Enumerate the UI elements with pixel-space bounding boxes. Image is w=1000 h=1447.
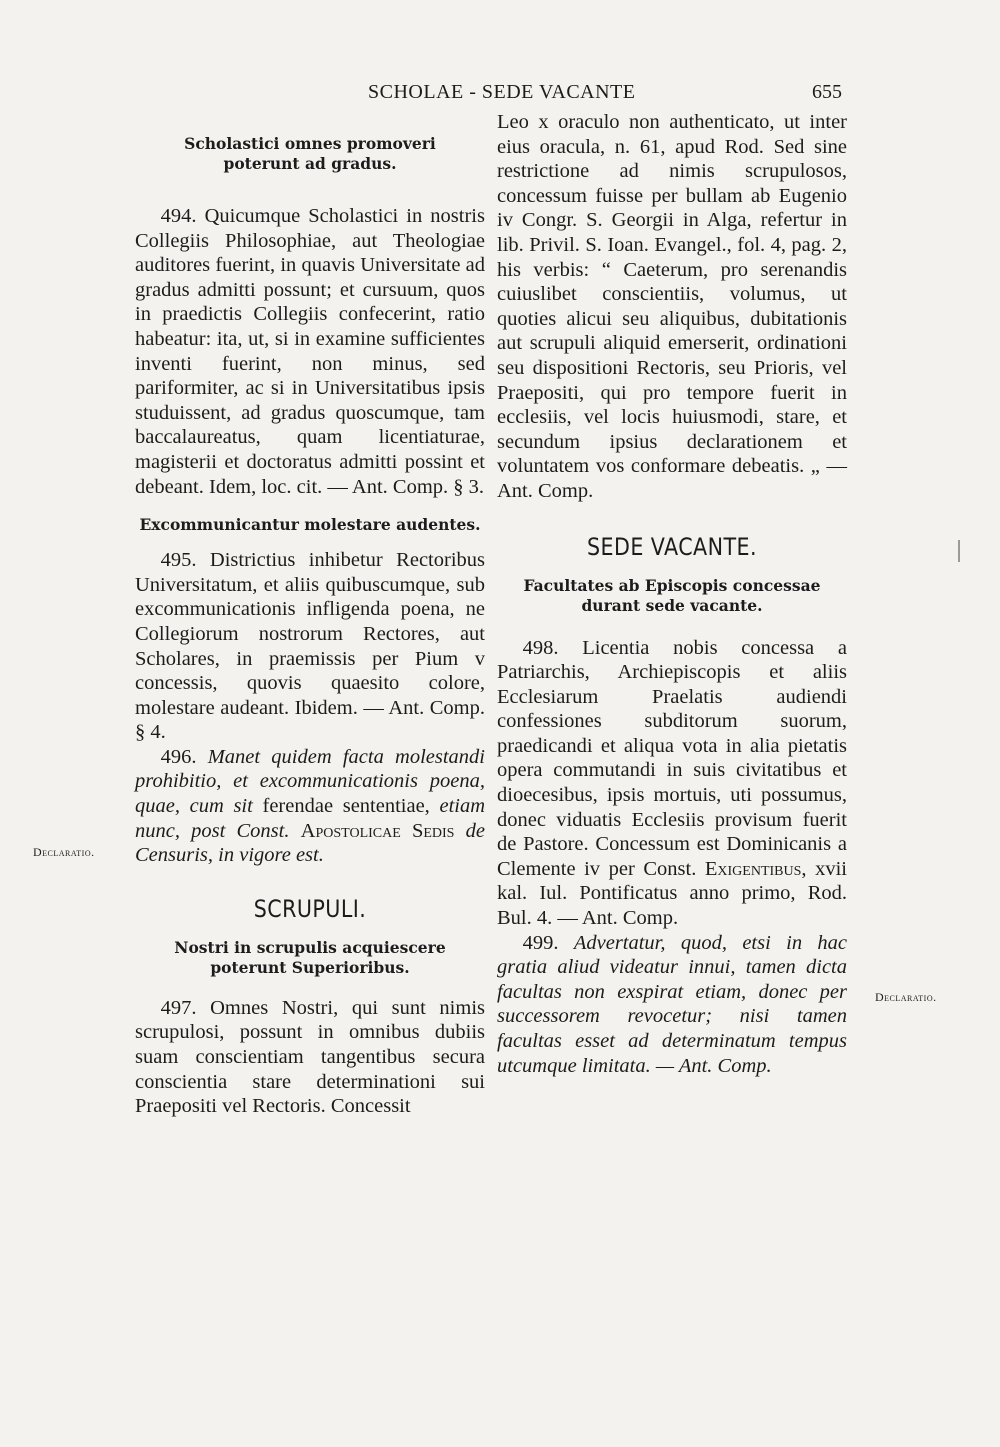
paragraph-495: 495. Districtius inhibetur Rectoribus Universitatum, et aliis quibuscumque, sub excommunicationis infligenda poena, ne Collegiorum nostrorum Rectores, aut Scholares, in praemissis per Pium v concessis, quovis quaesito colore, molestare audeant. Ibidem. — Ant. Comp. § 4. xyxy=(135,549,485,744)
heading-nostri-in-scrupulis: Nostri in scrupulis acquiescere poterunt Superioribus. xyxy=(174,937,446,977)
page-number: 655 xyxy=(812,81,842,103)
paragraph-continuation: Leo x oraculo non authenticato, ut inter eius oracula, n. 61, apud Rod. Sed sine restrictione ad nimis scrupulosos, concessum fuisse per bullam ab Eugenio iv Congr. S. Georgii in Alga, refertur in lib. Privil. S. Ioan. Evangel., fol. 4, pag. 2, his verbis: “ Caeterum, pro serenandis cuiuslibet conscientiis, volumus, ut quoties alicui seu aliquibus, dubitationis aut scrupuli aliquid emerserit, ordinationi seu dispositioni Rectoris, seu Prioris, vel Praepositi, qui pro tempore fuerit in ecclesiis, vel locis huiusmodi, stare, et secundum ipsius declarationem et voluntatem vos conformare debeatis. „ — Ant. Comp. xyxy=(497,111,847,502)
p499-italic: Advertatur, quod, etsi in hac gratia aliud videatur innui, tamen dicta facultas non exspirat etiam, donec per successorem revocetur; nisi tamen facultas esset ad determinatum tempus utcumque limitata. — Ant. Comp. xyxy=(497,931,848,1077)
p499-number: 499. xyxy=(522,931,559,954)
right-column xyxy=(497,110,847,1078)
heading-scholastici: Scholastici omnes promoveri poterunt ad gradus. xyxy=(184,134,436,173)
p496-smallcaps: Apostolicae Sedis xyxy=(300,819,455,842)
p496-italic-3: de Censuris, in vigore est. xyxy=(135,819,486,867)
heading-excommunicantur: Excommunicantur molestare audentes. xyxy=(139,515,481,535)
paragraph-498 xyxy=(497,636,847,931)
section-heading-sede-vacante: SEDE VACANTE. xyxy=(587,532,757,561)
paragraph-494: 494. Quicumque Scholastici in nostris Collegiis Philosophiae, aut Theologiae auditores fuerint, in quavis Universitate ad gradus admitti possunt; et cursuum, quos in praedictis Collegiis confecerint, ratio habeatur: ita, ut, si in examine sufficientes inventi fuerint, non minus, sed pariformiter, ac si in Universitatibus ipsis studuissent, ad gradus quoscumque, tam baccalaureatus, quam licentiaturae, magisterii et doctoratus admitti possint et debeant. Idem, loc. cit. — Ant. Comp. § 3. xyxy=(135,205,485,498)
page-edge-mark xyxy=(958,540,960,562)
p498-text-a: 498. Licentia nobis concessa a Patriarchis, Archiepiscopis et aliis Ecclesiarum Praelatis audiendi confessiones subditorum suorum, praedicandi et aliqua vota in alia pietatis opera commutandi in suis civitatibus et dioecesibus, ipsis mortuis, uti possumus, donec viduatis Ecclesiis provisum fuerit de Pastore. Concessum est Dominicanis a Clemente iv per Const. xyxy=(497,636,847,880)
heading-facultates: Facultates ab Episcopis concessae durant sede vacante. xyxy=(523,575,821,615)
margin-note-left: Declaratio. xyxy=(33,845,95,859)
p498-text-b: , xvii kal. Iul. Pontificatus anno primo, Rod. Bul. 4. — Ant. Comp. xyxy=(497,857,847,930)
p496-roman: ferendae sententiae, xyxy=(262,795,430,818)
paragraph-499 xyxy=(497,931,847,1079)
section-heading-scrupuli: SCRUPULI. xyxy=(253,894,367,923)
paragraph-497: 497. Omnes Nostri, qui sunt nimis scrupulosi, possunt in omnibus dubiis suam conscientiam tangentibus secura conscientia stare determinationi sui Praepositi vel Rectoris. Concessit xyxy=(135,996,485,1118)
paragraph-496 xyxy=(135,745,485,868)
p496-number: 496. xyxy=(160,745,197,768)
running-header-title: SCHOLAE - SEDE VACANTE xyxy=(368,81,636,103)
p496-italic-2: etiam nunc, post Const. xyxy=(135,795,486,842)
margin-note-right: Declaratio. xyxy=(875,990,937,1004)
left-column xyxy=(135,110,485,1119)
p496-italic-1: Manet quidem facta molestandi prohibitio, et excommunicationis poena, quae, cum sit xyxy=(135,745,485,818)
p498-smallcaps: Exigentibus xyxy=(704,857,802,880)
